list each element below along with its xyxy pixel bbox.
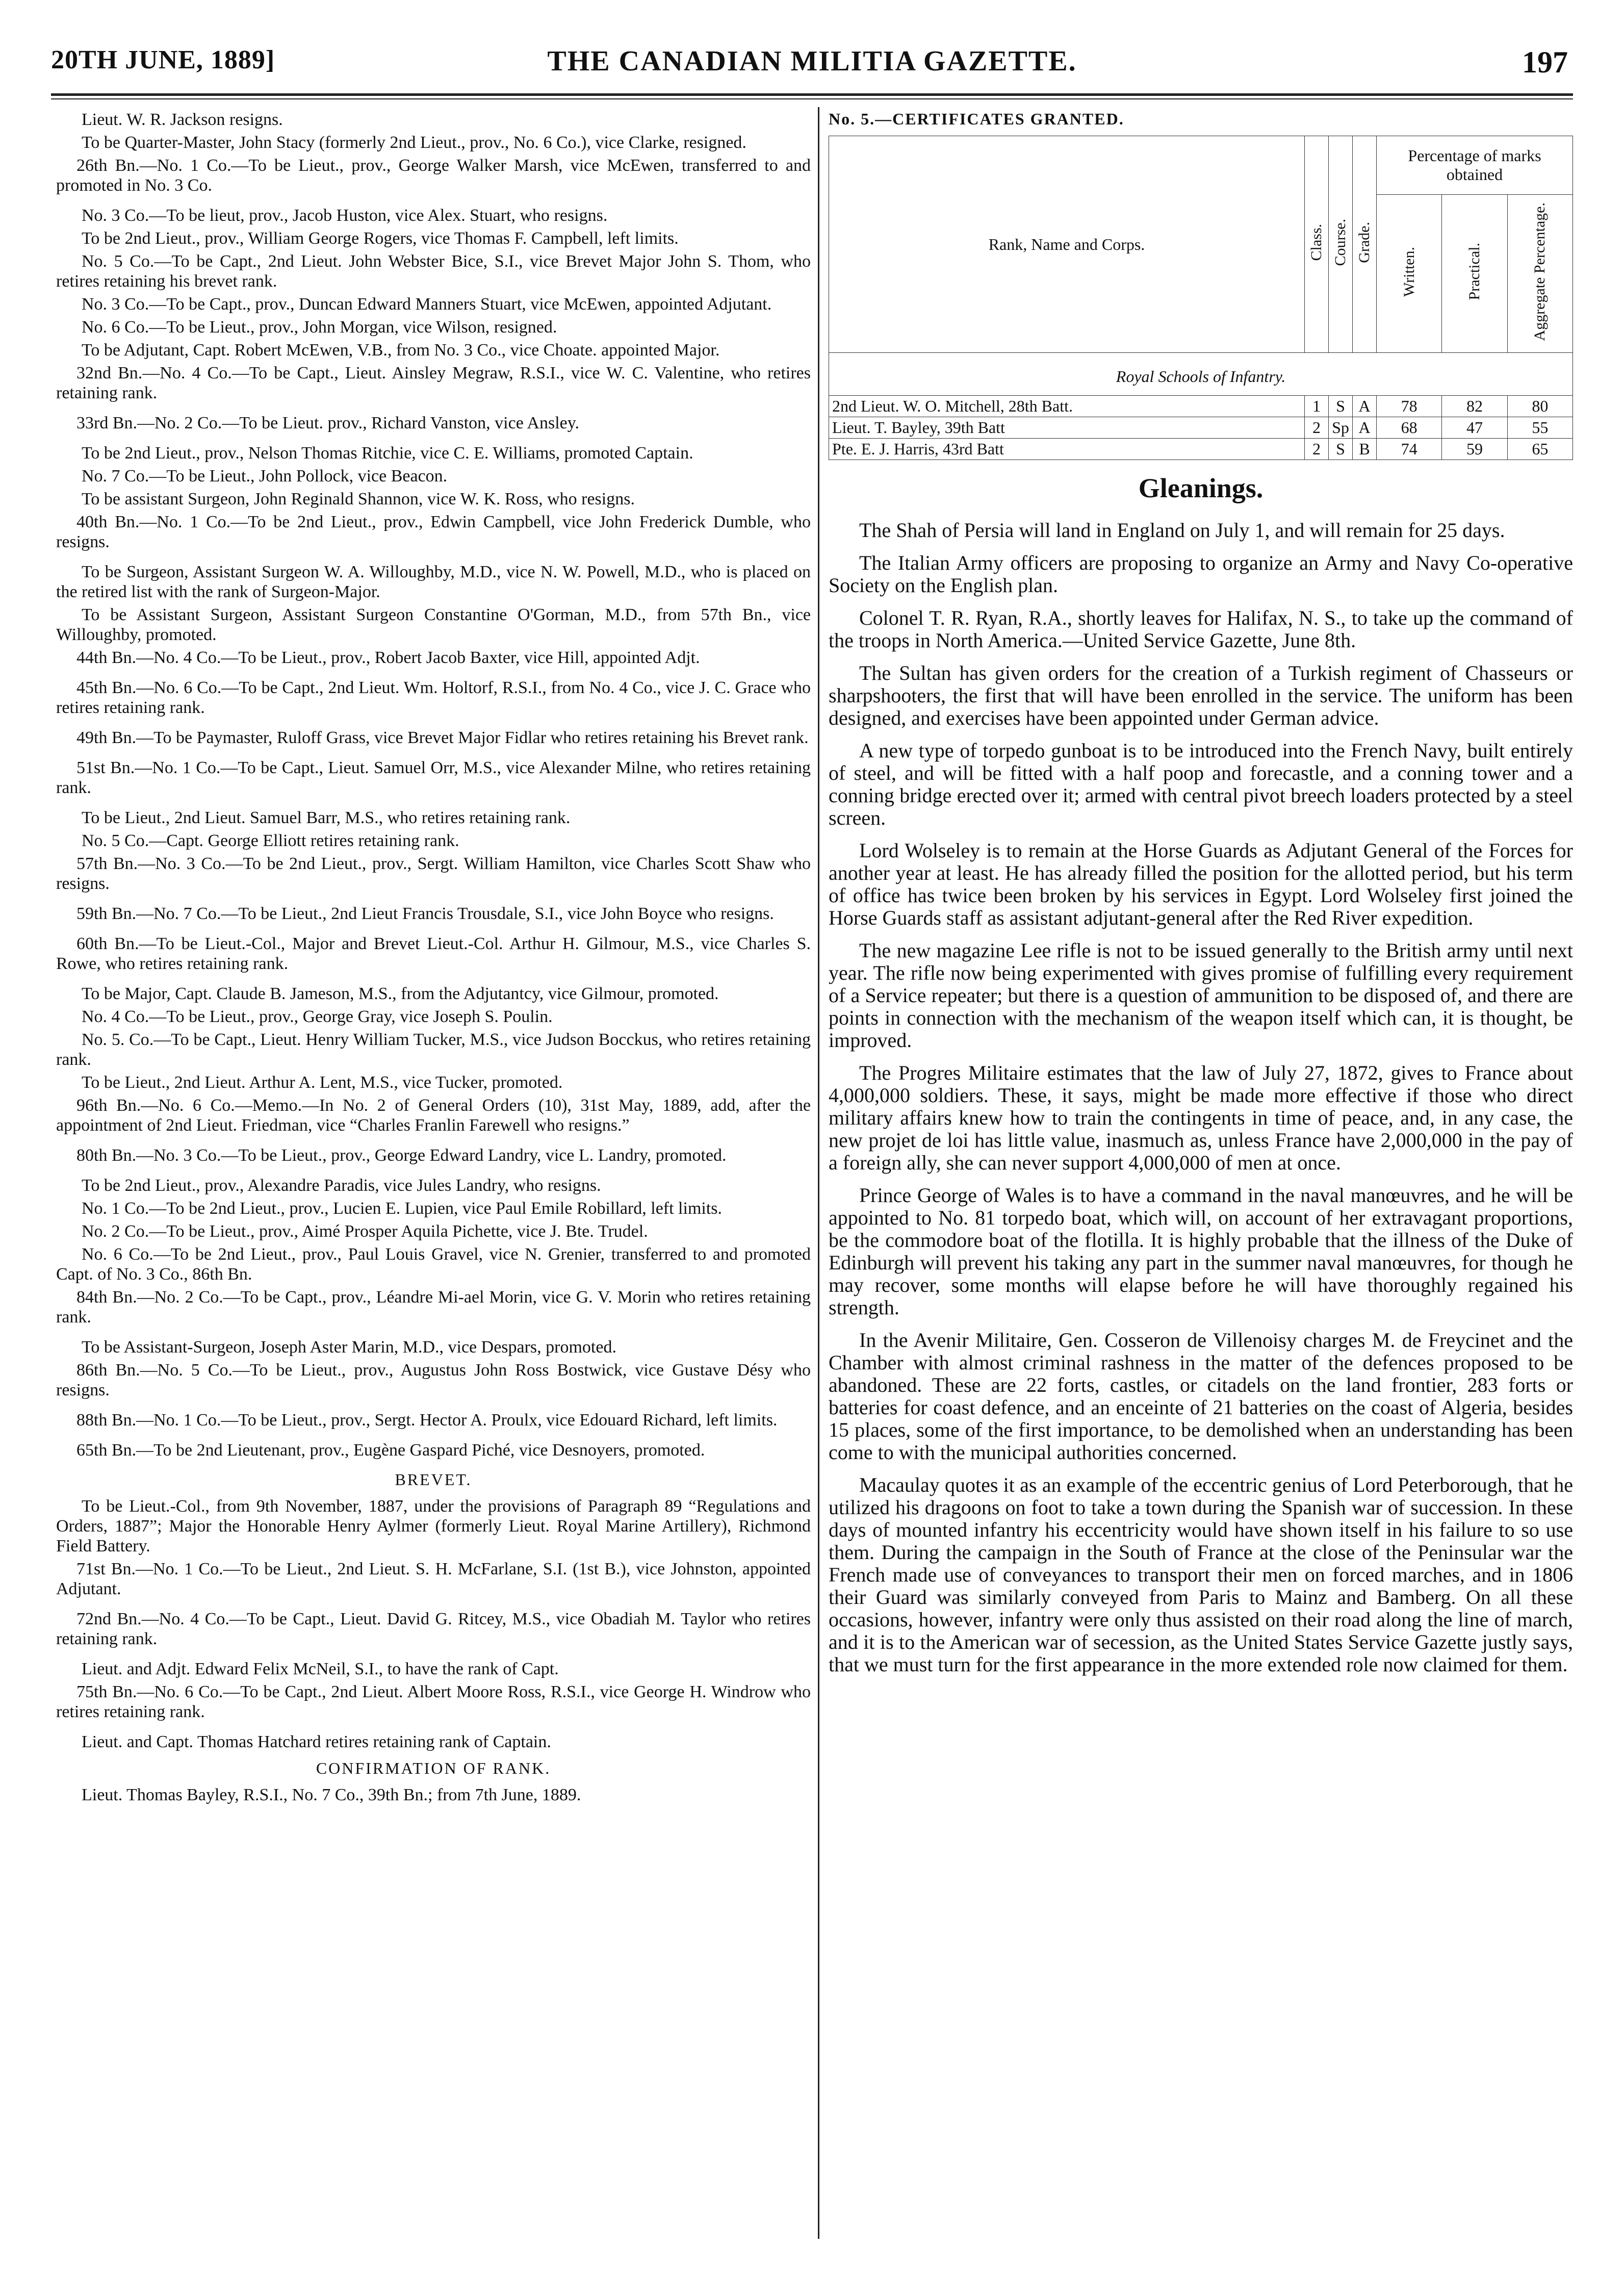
order-entry: 75th Bn.—No. 6 Co.—To be Capt., 2nd Lieut. Albert Moore Ross, R.S.I., vice George H. Windrow who retires retaining rank. [56, 1682, 811, 1721]
gleaning-paragraph: The Italian Army officers are proposing to organize an Army and Navy Co-operative Society on the English plan. [829, 551, 1573, 597]
cell-written: 78 [1377, 396, 1442, 417]
orders-column [56, 110, 811, 1808]
cell-course: Sp [1329, 417, 1353, 439]
order-entry: No. 5. Co.—To be Capt., Lieut. Henry William Tucker, M.S., vice Judson Bocckus, who retires retaining rank. [56, 1030, 811, 1069]
cell-written: 68 [1377, 417, 1442, 439]
gleaning-paragraph: Prince George of Wales is to have a command in the naval manœuvres, and he will be appointed to No. 81 torpedo boat, which will, on account of her extravagant proportions, be the commodore boat of the flotilla. It is highly probable that the illness of the Duke of Edinburgh will prevent his taking any part in the summer naval manœuvres, for though he may recover, some months will elapse before he will have thoroughly regained his strength. [829, 1184, 1573, 1319]
col-class-header: Class. [1308, 223, 1325, 261]
order-entry: To be Lieut.-Col., from 9th November, 1887, under the provisions of Paragraph 89 “Regulations and Orders, 1887”; Major the Honorable Henry Aylmer (formerly Lieut. Royal Marine Artillery), Richmond Field Battery. [56, 1497, 811, 1555]
col-practical-header: Practical. [1465, 243, 1483, 300]
order-entry: To be Quarter-Master, John Stacy (formerly 2nd Lieut., prov., No. 6 Co.), vice Clarke, resigned. [82, 133, 746, 152]
order-entry: 44th Bn.—No. 4 Co.—To be Lieut., prov., Robert Jacob Baxter, vice Hill, appointed Adjt. [76, 648, 700, 667]
section-heading: CONFIRMATION OF RANK. [316, 1759, 551, 1777]
order-entry: 72nd Bn.—No. 4 Co.—To be Capt., Lieut. David G. Ritcey, M.S., vice Obadiah M. Taylor who retires retaining rank. [56, 1610, 811, 1648]
cell-written: 74 [1377, 439, 1442, 460]
publication-title: THE CANADIAN MILITIA GAZETTE. [547, 45, 1077, 77]
col-course-header: Course. [1332, 218, 1349, 266]
order-entry: To be Assistant-Surgeon, Joseph Aster Marin, M.D., vice Despars, promoted. [82, 1338, 616, 1357]
section-heading: BREVET. [395, 1470, 472, 1489]
cell-aggregate: 55 [1507, 417, 1573, 439]
column-divider [818, 107, 819, 2239]
gleaning-paragraph: In the Avenir Militaire, Gen. Cosseron de Villenoisy charges M. de Freycinet and the Chamber with almost criminal rashness in the matter of the defences proposed to be abandoned. These are 22 forts, castles, or citadels on the land frontier, 283 forts or batteries for coast defence, and an enceinte of 21 batteries on the coast of Algeria, besides 15 places, some of the first importance, to be demolished when an understanding has been come to with the municipal authorities concerned. [829, 1329, 1573, 1464]
cell-name: 2nd Lieut. W. O. Mitchell, 28th Batt. [829, 396, 1305, 417]
col-pct-header: Percentage of marks obtained [1377, 136, 1573, 195]
gleanings-body [829, 519, 1573, 1676]
order-entry: 88th Bn.—No. 1 Co.—To be Lieut., prov., Sergt. Hector A. Proulx, vice Edouard Richard, left limits. [76, 1411, 778, 1430]
cell-grade: B [1353, 439, 1377, 460]
order-entry: To be Major, Capt. Claude B. Jameson, M.S., from the Adjutantcy, vice Gilmour, promoted. [82, 984, 719, 1003]
order-entry: To be 2nd Lieut., prov., Alexandre Paradis, vice Jules Landry, who resigns. [82, 1176, 601, 1195]
col-aggregate-header: Aggregate Percentage. [1531, 202, 1549, 341]
gleaning-paragraph: The Progres Militaire estimates that the law of July 27, 1872, gives to France about 4,000,000 soldiers. These, it says, might be made more effective if those who direct military affairs knew how to train the contingents in time of peace, and, in any case, the new projet de loi has little value, inasmuch as, unless France have 2,000,000 in the pay of a foreign ally, she can never support 4,000,000 of men at once. [829, 1061, 1573, 1174]
order-entry: 86th Bn.—No. 5 Co.—To be Lieut., prov., Augustus John Ross Bostwick, vice Gustave Désy who resigns. [56, 1361, 811, 1399]
order-entry: 32nd Bn.—No. 4 Co.—To be Capt., Lieut. Ainsley Megraw, R.S.I., vice W. C. Valentine, who retires retaining rank. [56, 364, 811, 402]
gleaning-paragraph: The new magazine Lee rifle is not to be issued generally to the British army until next year. The rifle now being experimented with gives promise of fulfilling every requirement of a Service repeater; but there is a question of ammunition to be disposed of, and there are points in connection with the mechanism of the weapon itself which can, it is thought, be improved. [829, 939, 1573, 1052]
header-rule [51, 93, 1573, 96]
order-entry: No. 2 Co.—To be Lieut., prov., Aimé Prosper Aquila Pichette, vice J. Bte. Trudel. [82, 1222, 648, 1241]
cell-grade: A [1353, 417, 1377, 439]
gleanings-title: Gleanings. [1138, 473, 1264, 503]
page-number: 197 [1522, 45, 1568, 79]
col-rank-header: Rank, Name and Corps. [829, 136, 1305, 353]
cell-name: Lieut. T. Bayley, 39th Batt [829, 417, 1305, 439]
cell-practical: 47 [1442, 417, 1507, 439]
order-entry: To be Adjutant, Capt. Robert McEwen, V.B., from No. 3 Co., vice Choate. appointed Major. [82, 341, 720, 360]
certificates-table [829, 136, 1573, 460]
order-entry: No. 3 Co.—To be lieut, prov., Jacob Huston, vice Alex. Stuart, who resigns. [82, 206, 608, 225]
order-entry: 59th Bn.—No. 7 Co.—To be Lieut., 2nd Lieut Francis Trousdale, S.I., vice John Boyce who resigns. [76, 904, 774, 923]
order-entry: Lieut. and Adjt. Edward Felix McNeil, S.I., to have the rank of Capt. [82, 1660, 559, 1678]
order-entry: 96th Bn.—No. 6 Co.—Memo.—In No. 2 of General Orders (10), 31st May, 1889, add, after the appointment of 2nd Lieut. Friedman, vice “Charles Franlin Farewell who resigns.” [56, 1096, 811, 1135]
order-entry: 33rd Bn.—No. 2 Co.—To be Lieut. prov., Richard Vanston, vice Ansley. [76, 414, 580, 432]
cell-practical: 82 [1442, 396, 1507, 417]
order-entry: 65th Bn.—To be 2nd Lieutenant, prov., Eugène Gaspard Piché, vice Desnoyers, promoted. [76, 1441, 705, 1460]
order-entry: No. 7 Co.—To be Lieut., John Pollock, vice Beacon. [82, 467, 448, 486]
certificates-title: No. 5.—CERTIFICATES GRANTED. [829, 110, 1124, 128]
order-entry: No. 3 Co.—To be Capt., prov., Duncan Edward Manners Stuart, vice McEwen, appointed Adjutant. [82, 295, 772, 314]
cell-class: 2 [1305, 417, 1329, 439]
order-entry: 57th Bn.—No. 3 Co.—To be 2nd Lieut., prov., Sergt. William Hamilton, vice Charles Scott Shaw who resigns. [56, 854, 811, 893]
issue-date: 20TH JUNE, 1889] [51, 45, 275, 74]
order-entry: To be 2nd Lieut., prov., William George Rogers, vice Thomas F. Campbell, left limits. [82, 229, 679, 248]
gleaning-paragraph: A new type of torpedo gunboat is to be introduced into the French Navy, built entirely of steel, and will be fitted with a half poop and forecastle, and a conning tower and a conning bridge erected over it; armed with central pivot breech loaders protected by a steel screen. [829, 739, 1573, 829]
order-entry: 26th Bn.—No. 1 Co.—To be Lieut., prov., George Walker Marsh, vice McEwen, transferred to and promoted in No. 3 Co. [56, 156, 811, 195]
order-entry: 60th Bn.—To be Lieut.-Col., Major and Brevet Lieut.-Col. Arthur H. Gilmour, M.S., vice Charles S. Rowe, who retires retaining rank. [56, 934, 811, 973]
order-entry: To be 2nd Lieut., prov., Nelson Thomas Ritchie, vice C. E. Williams, promoted Captain. [82, 444, 693, 463]
order-entry: To be Surgeon, Assistant Surgeon W. A. Willoughby, M.D., vice N. W. Powell, M.D., who is placed on the retired list with the rank of Surgeon-Major. [56, 563, 811, 601]
order-entry: 40th Bn.—No. 1 Co.—To be 2nd Lieut., prov., Edwin Campbell, vice John Frederick Dumble, who resigns. [56, 513, 811, 551]
order-entry: 51st Bn.—No. 1 Co.—To be Capt., Lieut. Samuel Orr, M.S., vice Alexander Milne, who retires retaining rank. [56, 758, 811, 797]
order-entry: To be Lieut., 2nd Lieut. Arthur A. Lent, M.S., vice Tucker, promoted. [82, 1073, 563, 1092]
order-entry: No. 5 Co.—To be Capt., 2nd Lieut. John Webster Bice, S.I., vice Brevet Major John S. Thom, who retires retaining his brevet rank. [56, 252, 811, 291]
header-rule-thin [51, 98, 1573, 99]
gleaning-paragraph: Colonel T. R. Ryan, R.A., shortly leaves for Halifax, N. S., to take up the command of the troops in North America.—United Service Gazette, June 8th. [829, 606, 1573, 652]
cell-class: 1 [1305, 396, 1329, 417]
page-header [51, 45, 1573, 91]
cell-aggregate: 65 [1507, 439, 1573, 460]
table-row [829, 417, 1573, 439]
gleanings-column [829, 110, 1573, 1686]
school-name: Royal Schools of Infantry. [829, 353, 1573, 396]
order-entry: To be Assistant Surgeon, Assistant Surgeon Constantine O'Gorman, M.D., from 57th Bn., vice Willoughby, promoted. [56, 605, 811, 644]
order-entry: 45th Bn.—No. 6 Co.—To be Capt., 2nd Lieut. Wm. Holtorf, R.S.I., from No. 4 Co., vice J. C. Grace who retires retaining rank. [56, 678, 811, 717]
order-entry: No. 6 Co.—To be 2nd Lieut., prov., Paul Louis Gravel, vice N. Grenier, transferred to and promoted Capt. of No. 3 Co., 86th Bn. [56, 1245, 811, 1284]
col-grade-header: Grade. [1356, 221, 1373, 263]
order-entry: Lieut. W. R. Jackson resigns. [82, 110, 283, 129]
order-entry: 71st Bn.—No. 1 Co.—To be Lieut., 2nd Lieut. S. H. McFarlane, S.I. (1st B.), vice Johnston, appointed Adjutant. [56, 1560, 811, 1598]
gleaning-paragraph: Macaulay quotes it as an example of the eccentric genius of Lord Peterborough, that he utilized his dragoons on foot to take a town during the Spanish war of succession. In these days of mounted infantry his eccentricity would have shown itself in his failure to so use them. During the campaign in the South of France at the close of the Peninsular war the French made use of conveyances to transport their men on forced marches, and in 1806 their Guard was similarly conveyed from Paris to Mainz and Bamberg. On all these occasions, however, infantry were only thus assisted on their road along the line of march, and it is to the American war of secession, as the United States Service Gazette justly says, that we must turn for the first appearance in the more extended role now claimed for them. [829, 1473, 1573, 1676]
order-entry: No. 4 Co.—To be Lieut., prov., George Gray, vice Joseph S. Poulin. [82, 1007, 553, 1026]
order-entry: Lieut. Thomas Bayley, R.S.I., No. 7 Co., 39th Bn.; from 7th June, 1889. [82, 1785, 581, 1804]
gleaning-paragraph: The Sultan has given orders for the creation of a Turkish regiment of Chasseurs or sharpshooters, the first that will have been enrolled in the service. The uniform has been designed, and exercises have been appointed under German advice. [829, 661, 1573, 729]
order-entry: No. 1 Co.—To be 2nd Lieut., prov., Lucien E. Lupien, vice Paul Emile Robillard, left limits. [82, 1199, 723, 1218]
cell-course: S [1329, 396, 1353, 417]
cell-grade: A [1353, 396, 1377, 417]
col-written-header: Written. [1400, 246, 1417, 297]
cell-practical: 59 [1442, 439, 1507, 460]
cell-class: 2 [1305, 439, 1329, 460]
order-entry: No. 5 Co.—Capt. George Elliott retires retaining rank. [82, 831, 459, 850]
order-entry: To be assistant Surgeon, John Reginald Shannon, vice W. K. Ross, who resigns. [82, 490, 635, 508]
cell-course: S [1329, 439, 1353, 460]
gleaning-paragraph: The Shah of Persia will land in England on July 1, and will remain for 25 days. [859, 519, 1505, 542]
order-entry: To be Lieut., 2nd Lieut. Samuel Barr, M.S., who retires retaining rank. [82, 808, 571, 827]
cell-name: Pte. E. J. Harris, 43rd Batt [829, 439, 1305, 460]
order-entry: 49th Bn.—To be Paymaster, Ruloff Grass, vice Brevet Major Fidlar who retires retaining his Brevet rank. [76, 728, 809, 747]
order-entry: No. 6 Co.—To be Lieut., prov., John Morgan, vice Wilson, resigned. [82, 318, 557, 337]
table-row [829, 439, 1573, 460]
gleaning-paragraph: Lord Wolseley is to remain at the Horse Guards as Adjutant General of the Forces for another year at least. He has already filled the position for the allotted period, but his term of office has twice been broken by his services in Egypt. Lord Wolseley first joined the Horse Guards staff as assistant adjutant-general after the Red River expedition. [829, 839, 1573, 929]
order-entry: 80th Bn.—No. 3 Co.—To be Lieut., prov., George Edward Landry, vice L. Landry, promoted. [76, 1146, 727, 1165]
table-row [829, 396, 1573, 417]
order-entry: 84th Bn.—No. 2 Co.—To be Capt., prov., Léandre Mi-ael Morin, vice G. V. Morin who retires retaining rank. [56, 1288, 811, 1326]
order-entry: Lieut. and Capt. Thomas Hatchard retires retaining rank of Captain. [82, 1732, 551, 1751]
cell-aggregate: 80 [1507, 396, 1573, 417]
